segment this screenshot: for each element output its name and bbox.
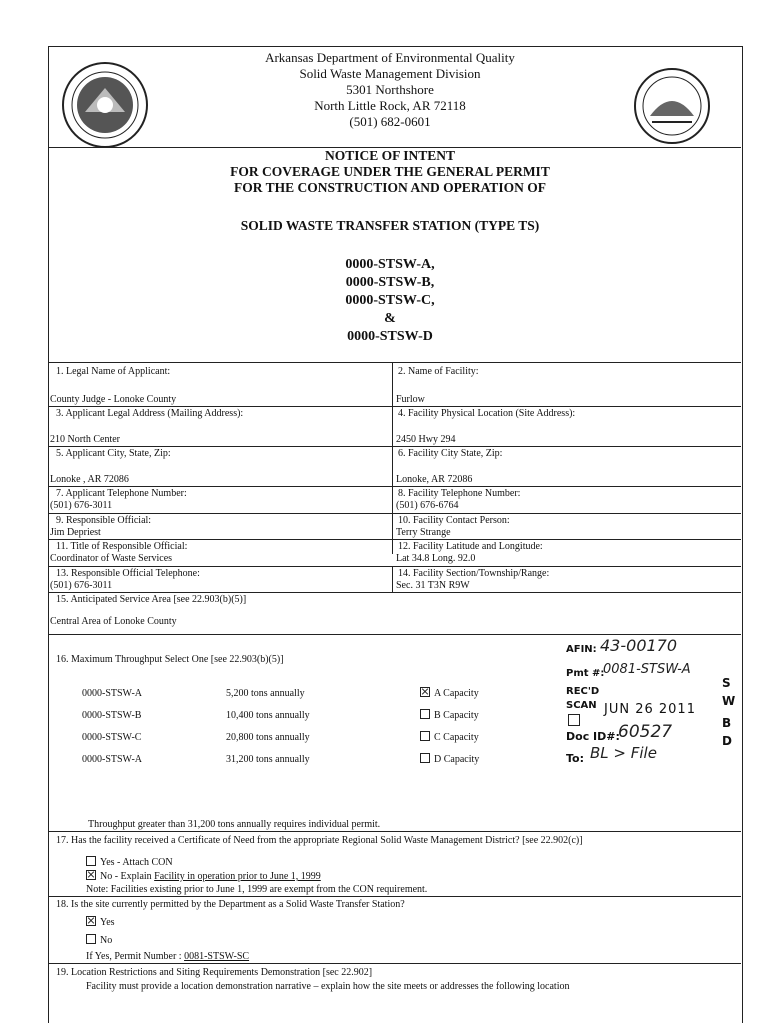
throughput-tons-a: 5,200 tons annually (226, 688, 305, 699)
capacity-a-option[interactable]: A Capacity (420, 687, 479, 700)
field-9-value[interactable]: Jim Depriest (50, 527, 101, 538)
q18-yes-checkbox[interactable] (86, 916, 96, 926)
field-11-value[interactable]: Coordinator of Waste Services (50, 553, 173, 564)
field-8-label: 8. Facility Telephone Number: (398, 488, 521, 499)
q17-no-detail: Facility in operation prior to June 1, 1999 (154, 871, 321, 882)
field-6-value[interactable]: Lonoke, AR 72086 (396, 474, 473, 485)
q18-no-checkbox[interactable] (86, 934, 96, 944)
field-6-label: 6. Facility City State, Zip: (398, 448, 503, 459)
field-10-value[interactable]: Terry Strange (396, 527, 451, 538)
q17-no-checkbox[interactable] (86, 870, 96, 880)
side-letter-b: B (722, 716, 732, 730)
field-13-label: 13. Responsible Official Telephone: (56, 568, 200, 579)
q19-text: 19. Location Restrictions and Siting Requirements Demonstration [sec 22.902] (56, 967, 373, 978)
state-seal-left (60, 60, 150, 150)
to-value: BL > File (590, 744, 657, 762)
field-4-label: 4. Facility Physical Location (Site Address): (398, 408, 576, 419)
permit-ampersand: & (384, 311, 396, 326)
q18-yes-option[interactable]: Yes (86, 916, 115, 929)
field-11-label: 11. Title of Responsible Official: (56, 541, 188, 552)
division-name: Solid Waste Management Division (299, 66, 481, 81)
capacity-c-option[interactable]: C Capacity (420, 731, 479, 744)
permit-code-d: 0000-STSW-D (347, 329, 433, 344)
q19-subtext: Facility must provide a location demonstration narrative – explain how the site meets or addresses the following location (86, 981, 570, 992)
throughput-permit-c: 0000-STSW-C (82, 732, 142, 743)
agency-name: Arkansas Department of Environmental Quality (265, 50, 515, 65)
field-12-value[interactable]: Lat 34.8 Long. 92.0 (396, 553, 476, 564)
field-14-label: 14. Facility Section/Township/Range: (398, 568, 550, 579)
side-letter-s: S (722, 676, 731, 690)
field-7-value[interactable]: (501) 676-3011 (50, 500, 113, 511)
field-10-label: 10. Facility Contact Person: (398, 515, 510, 526)
field-7-label: 7. Applicant Telephone Number: (56, 488, 187, 499)
received-date: JUN 26 2011 (604, 702, 696, 717)
side-letter-w: W (722, 694, 736, 708)
capacity-c-checkbox[interactable] (420, 731, 430, 741)
throughput-tons-d: 31,200 tons annually (226, 754, 310, 765)
notice-subtitle-2: FOR THE CONSTRUCTION AND OPERATION OF (234, 180, 546, 195)
street-address: 5301 Northshore (346, 82, 434, 97)
field-5-label: 5. Applicant City, State, Zip: (56, 448, 171, 459)
field-4-value[interactable]: 2450 Hwy 294 (396, 434, 456, 445)
notice-title: NOTICE OF INTENT (324, 148, 456, 163)
capacity-a-checkbox[interactable] (420, 687, 430, 697)
scan-checkbox-icon (568, 714, 580, 726)
capacity-d-checkbox[interactable] (420, 753, 430, 763)
field-3-label: 3. Applicant Legal Address (Mailing Address): (56, 408, 244, 419)
q17-text: 17. Has the facility received a Certificate of Need from the appropriate Regional Solid Waste Management District? [see 22.902(c)] (56, 835, 583, 846)
recd-label: REC'D (566, 686, 600, 697)
field-2-label: 2. Name of Facility: (398, 366, 479, 377)
afin-value: 43-00170 (600, 636, 678, 655)
notice-subtitle-3: SOLID WASTE TRANSFER STATION (TYPE TS) (240, 218, 540, 233)
agency-seal-right (632, 66, 712, 146)
throughput-tons-c: 20,800 tons annually (226, 732, 310, 743)
field-8-value[interactable]: (501) 676-6764 (396, 500, 459, 511)
docid-label: Doc ID#: (566, 730, 620, 743)
field-14-value[interactable]: Sec. 31 T3N R9W (396, 580, 470, 591)
field-1-value[interactable]: County Judge - Lonoke County (50, 394, 177, 405)
permit-code-c: 0000-STSW-C, (345, 293, 435, 308)
throughput-tons-b: 10,400 tons annually (226, 710, 310, 721)
q17-note: Note: Facilities existing prior to June 1, 1999 are exempt from the CON requirement. (86, 884, 428, 895)
capacity-d-option[interactable]: D Capacity (420, 753, 479, 766)
field-3-value[interactable]: 210 North Center (50, 434, 120, 445)
throughput-note: Throughput greater than 31,200 tons annually requires individual permit. (88, 819, 381, 830)
permit-code-b: 0000-STSW-B, (345, 275, 435, 290)
city-address: North Little Rock, AR 72118 (314, 98, 466, 113)
notice-subtitle-1: FOR COVERAGE UNDER THE GENERAL PERMIT (230, 164, 550, 179)
throughput-label: 16. Maximum Throughput Select One [see 22.903(b)(5)] (56, 654, 284, 665)
field-13-value[interactable]: (501) 676-3011 (50, 580, 113, 591)
pmt-value: 0081-STSW-A (603, 662, 691, 677)
throughput-permit-b: 0000-STSW-B (82, 710, 142, 721)
throughput-permit-d: 0000-STSW-A (82, 754, 142, 765)
field-15-label: 15. Anticipated Service Area [see 22.903(b)(5)] (56, 594, 247, 605)
scan-label: SCAN (566, 700, 597, 711)
field-9-label: 9. Responsible Official: (56, 515, 152, 526)
field-2-value[interactable]: Furlow (396, 394, 425, 405)
capacity-b-option[interactable]: B Capacity (420, 709, 479, 722)
q18-text: 18. Is the site currently permitted by the Department as a Solid Waste Transfer Station? (56, 899, 405, 910)
afin-label: AFIN: (566, 644, 597, 655)
q17-yes-option[interactable]: Yes - Attach CON (86, 856, 173, 869)
agency-phone: (501) 682-0601 (349, 114, 431, 129)
pmt-label: Pmt #: (566, 668, 605, 679)
q18-no-option[interactable]: No (86, 934, 112, 947)
field-12-label: 12. Facility Latitude and Longitude: (398, 541, 543, 552)
q17-yes-checkbox[interactable] (86, 856, 96, 866)
permit-code-a: 0000-STSW-A, (345, 257, 435, 272)
field-1-label: 1. Legal Name of Applicant: (56, 366, 171, 377)
docid-value: 60527 (618, 722, 673, 742)
field-15-value[interactable]: Central Area of Lonoke County (50, 616, 177, 627)
q18-permit-number: If Yes, Permit Number : 0081-STSW-SC (86, 951, 250, 962)
throughput-permit-a: 0000-STSW-A (82, 688, 142, 699)
q17-no-option[interactable]: No - Explain Facility in operation prior to June 1, 1999 (86, 870, 321, 883)
side-letter-d: D (722, 734, 732, 748)
to-label: To: (566, 752, 584, 765)
q18-permit-value[interactable]: 0081-STSW-SC (184, 951, 250, 962)
field-5-value[interactable]: Lonoke , AR 72086 (50, 474, 129, 485)
capacity-b-checkbox[interactable] (420, 709, 430, 719)
